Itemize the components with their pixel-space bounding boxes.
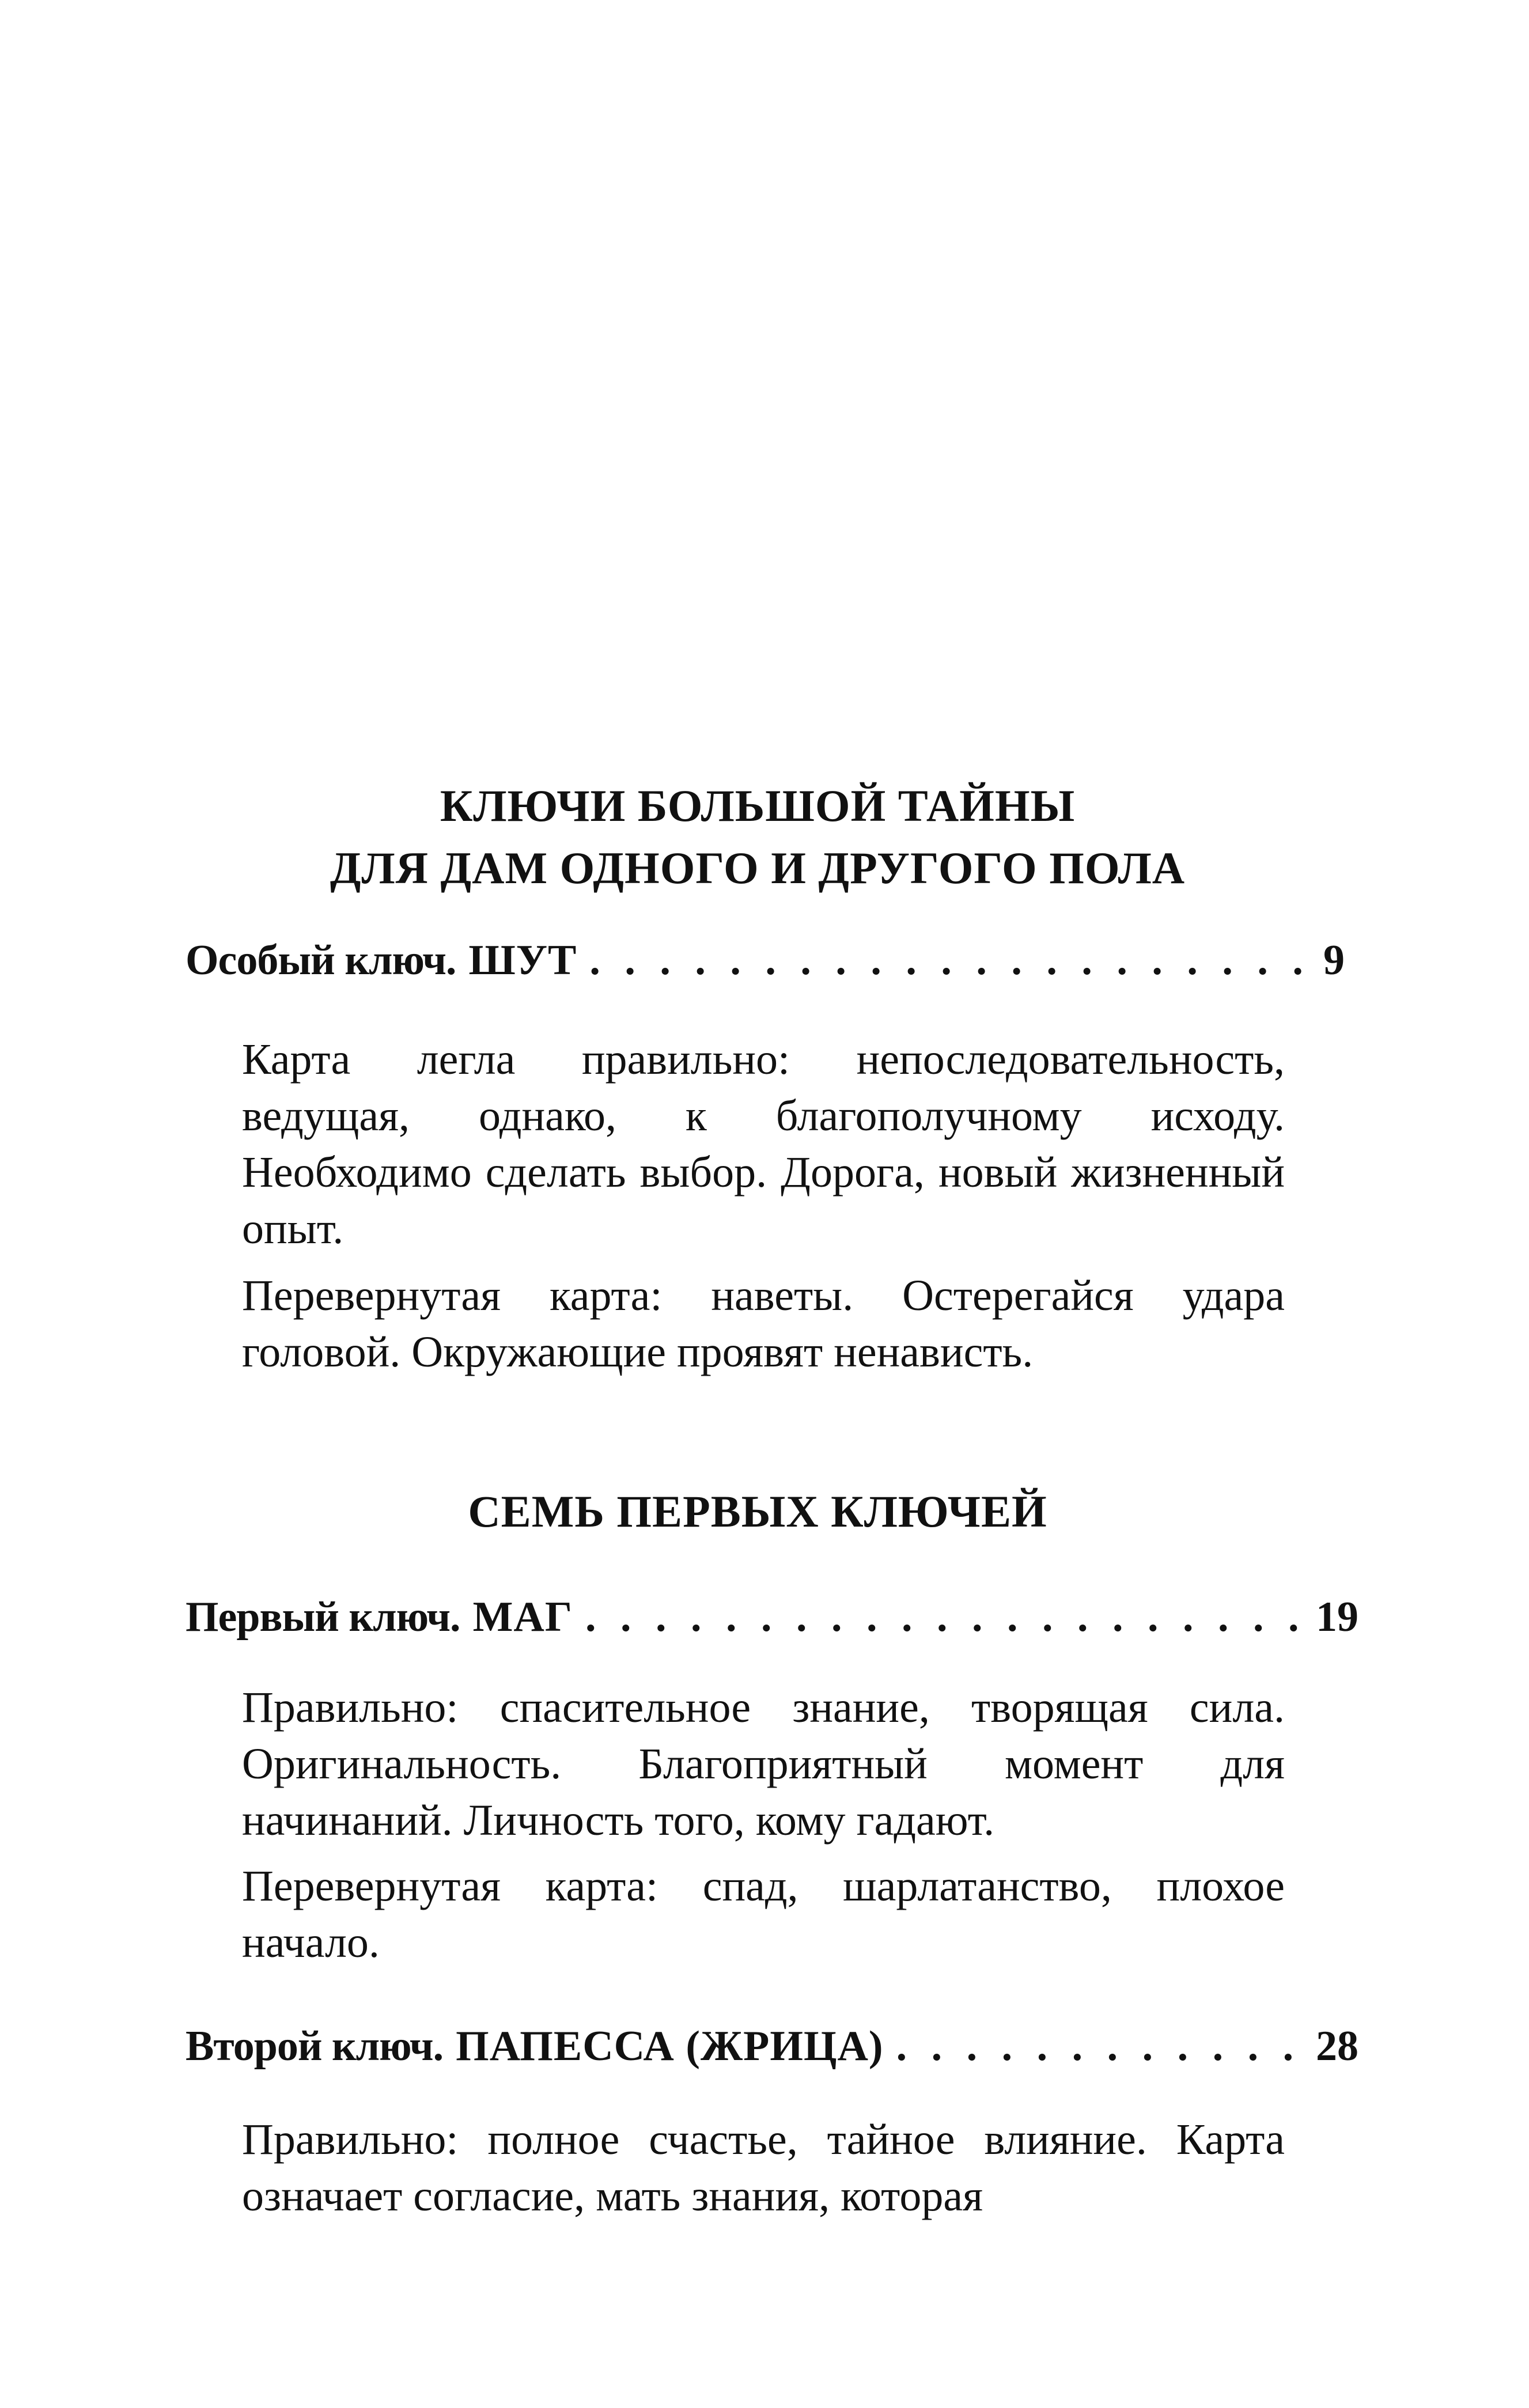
heading-line: СЕМЬ ПЕРВЫХ КЛЮЧЕЙ	[468, 1486, 1047, 1536]
toc-entry-fool[interactable]	[186, 936, 1345, 994]
card-description-upright: Карта легла правильно: непоследовательность, ведущая, однако, к благополучному исходу. Необходимо сделать выбор. Дорога, новый жизненный опыт.	[242, 1035, 1285, 1253]
page-number: 28	[1316, 2023, 1358, 2070]
dot-leader	[589, 936, 1305, 985]
card-description-reversed: Перевернутая карта: наветы. Остерегайся удара головой. Окружающие проявят ненависть.	[242, 1271, 1285, 1376]
entry-prefix: Первый ключ.	[186, 1593, 460, 1641]
entry-title: ШУТ	[468, 937, 577, 984]
dot-leader	[585, 1593, 1305, 1642]
card-description-reversed: Перевернутая карта: спад, шарлатанство, плохое начало.	[242, 1862, 1285, 1967]
toc-entry-high-priestess[interactable]	[186, 2022, 1358, 2080]
card-description-upright: Правильно: спасительное знание, творящая сила. Оригинальность. Благоприятный момент для начинаний. Личность того, кому гадают.	[242, 1683, 1285, 1845]
entry-title: МАГ	[472, 1593, 573, 1641]
heading-line: ДЛЯ ДАМ ОДНОГО И ДРУГОГО ПОЛА	[330, 843, 1186, 893]
page-number: 19	[1316, 1593, 1358, 1641]
toc-entry-magician[interactable]	[186, 1593, 1358, 1650]
page-number: 9	[1323, 937, 1345, 984]
section-heading-major-arcana	[184, 775, 1331, 899]
heading-line: КЛЮЧИ БОЛЬШОЙ ТАЙНЫ	[440, 781, 1076, 831]
entry-prefix: Особый ключ.	[186, 937, 456, 984]
card-description-upright: Правильно: полное счастье, тайное влияние. Карта означает согласие, мать знания, которая	[242, 2115, 1285, 2220]
section-heading-first-seven-keys	[184, 1481, 1331, 1543]
entry-title: ПАПЕССА (ЖРИЦА)	[456, 2023, 884, 2070]
dot-leader	[896, 2022, 1305, 2071]
entry-prefix: Второй ключ.	[186, 2023, 444, 2070]
